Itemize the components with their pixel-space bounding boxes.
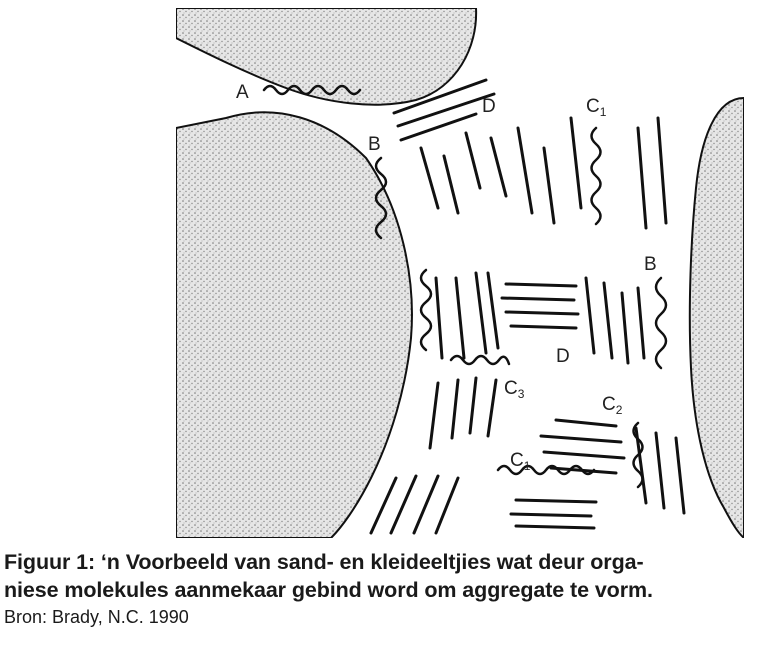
label-a: A (236, 82, 249, 103)
caption-line-1: Figuur 1: ‘n Voorbeeld van sand- en kleideeltjies wat deur orga- (4, 550, 644, 574)
organic-molecule-mid-left (421, 270, 431, 350)
label-d-top: D (482, 96, 496, 117)
clay-stack-bottom-left (371, 476, 458, 533)
organic-molecule-b-right (656, 278, 666, 368)
organic-molecule-c3 (451, 356, 509, 364)
sand-particle-right (690, 98, 744, 538)
sand-particle-top (176, 8, 476, 105)
organic-molecule-c1-top (592, 128, 601, 224)
clay-stack-mid-vertical (436, 273, 498, 358)
clay-stack-bottom (511, 500, 596, 528)
aggregate-diagram (176, 8, 744, 538)
clay-stack-mid-right (586, 278, 644, 363)
clay-stack-top-right (571, 118, 666, 228)
sand-particle-left (176, 112, 412, 538)
label-b-top: B (368, 134, 381, 155)
clay-stack-center (421, 128, 554, 223)
label-c3: $C_3$ (504, 378, 525, 401)
label-c1-top: $C_1$ (586, 96, 607, 119)
label-d-mid: D (556, 346, 570, 367)
figure-caption (4, 548, 764, 629)
caption-source: Bron: Brady, N.C. 1990 (4, 607, 189, 627)
clay-stack-lower-left (430, 378, 496, 448)
label-c2: $C_2$ (602, 394, 623, 417)
label-c1-bottom: $C_1$ (510, 450, 531, 473)
caption-line-2: niese molekules aanmekaar gebind word om aggregate te vorm. (4, 578, 653, 602)
label-b-right: B (644, 254, 657, 275)
diagram-canvas (176, 8, 744, 538)
clay-stack-lower-right (636, 428, 684, 513)
clay-stack-d-mid (502, 284, 578, 328)
